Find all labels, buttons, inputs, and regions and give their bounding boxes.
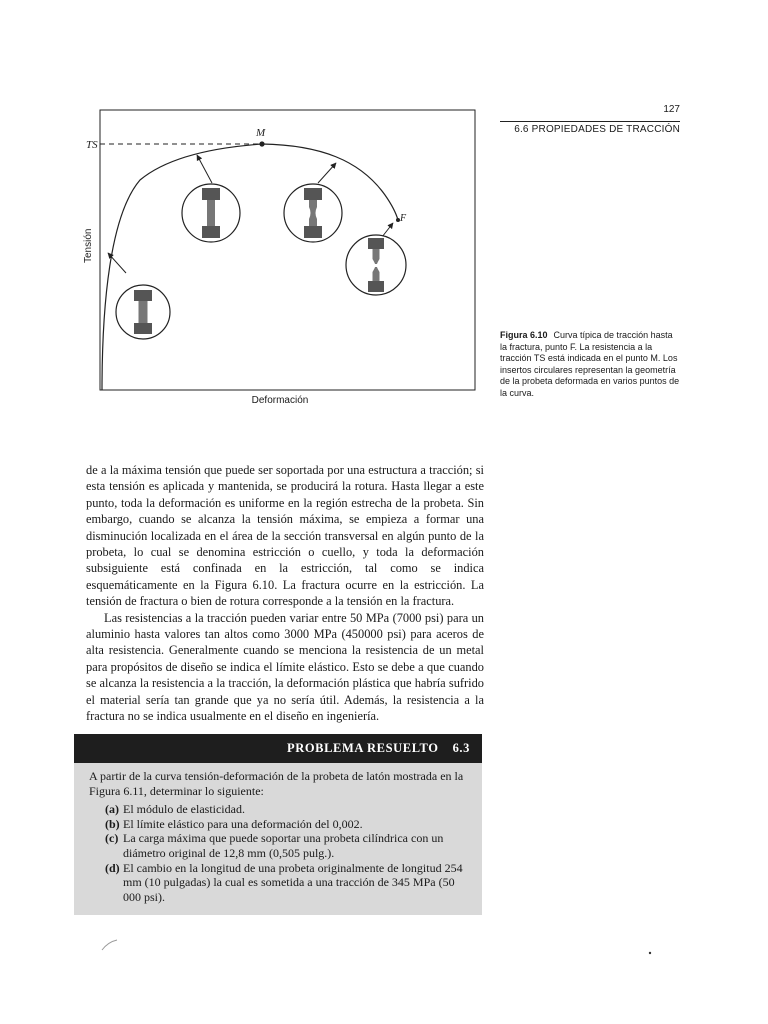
problem-box <box>74 763 482 915</box>
inset-elongated <box>182 184 240 242</box>
caption-text: Curva típica de tracción hasta la fractura, punto F. La resistencia a la tracción TS está indicada en el punto M. Los insertos circulares representan la geometría de la probeta deformada en varios puntos de la curva. <box>500 330 680 398</box>
problem-number: 6.3 <box>452 741 470 755</box>
paragraph-2: Las resistencias a la tracción pueden variar entre 50 MPa (7000 psi) para un aluminio hasta valores tan altos como 3000 MPa (450000 psi) para aceros de alta resistencia. Generalmente cuando se menciona la resistencia de un metal para propósitos de diseño se indica el límite elástico. Esto se debe a que cuando se alcanza la resistencia a la tracción, la deformación plástica que habría sufrido el material sería tan grande que ya no sería útil. Además, la resistencia a la fractura no se indica usualmente en el diseño en ingeniería. <box>86 610 484 724</box>
problem-title: PROBLEMA RESUELTO <box>286 741 439 755</box>
problem-intro: A partir de la curva tensión-deformación de la probeta de latón mostrada en la Figura 6.11, determinar lo siguiente: <box>89 769 464 798</box>
list-item: (a) El módulo de elasticidad. <box>105 802 245 817</box>
list-item: (b) El límite elástico para una deformación del 0,002. <box>105 816 363 831</box>
x-axis-label: Deformación <box>251 395 309 406</box>
header-rule <box>500 121 680 122</box>
body-text <box>86 462 484 725</box>
problem-list <box>89 802 472 904</box>
arrow-1 <box>108 253 126 273</box>
ts-label: TS <box>86 139 98 151</box>
f-label: F <box>400 213 407 224</box>
arrow-2 <box>197 155 212 183</box>
paragraph-1: de a la máxima tensión que puede ser soportada por una estructura a tracción; si esta tensión es aplicada y mantenida, se producirá la rotura. Hasta llegar a este punto, toda la deformación es uniforme en la región estrecha de la probeta. Sin embargo, cuando se alcanza la tensión máxima, se empieza a formar una disminución localizada en el área de la sección transversal en algún punto de la probeta, lo cual se denomina estricción o cuello, y toda la deformación subsiguiente está confinada en la estricción, tal como se indica esquemáticamente en la Figura 6.10. La fractura ocurre en la estricción. La tensión de fractura o bien de rotura corresponde a la tensión en la fractura. <box>86 463 484 609</box>
stress-strain-figure <box>80 105 480 395</box>
m-label: M <box>256 127 266 139</box>
inset-fracture <box>346 235 406 295</box>
y-axis-label: Tensión <box>83 228 94 263</box>
figure-caption <box>500 330 682 400</box>
list-item: (c) La carga máxima que puede soportar una probeta cilíndrica con un diámetro original de 12,8 mm (0,505 pulg.). <box>105 831 444 860</box>
caption-label: Figura 6.10 <box>500 330 548 340</box>
list-item: (d) El cambio en la longitud de una probeta originalmente de longitud 254 mm (10 pulgadas) la cual es sometida a una tracción de 345 MPa (50 000 psi). <box>105 860 463 904</box>
scan-dot <box>648 951 652 955</box>
plot-frame <box>100 110 475 390</box>
point-m <box>259 141 264 146</box>
arrow-4 <box>382 223 393 237</box>
inset-uniform <box>116 285 170 339</box>
page-number: 127 <box>663 104 680 115</box>
section-title: 6.6 PROPIEDADES DE TRACCIÓN <box>514 124 680 135</box>
scan-mark <box>100 938 120 952</box>
inset-necking <box>284 184 342 242</box>
problem-header <box>74 734 482 763</box>
arrow-3 <box>318 163 336 183</box>
